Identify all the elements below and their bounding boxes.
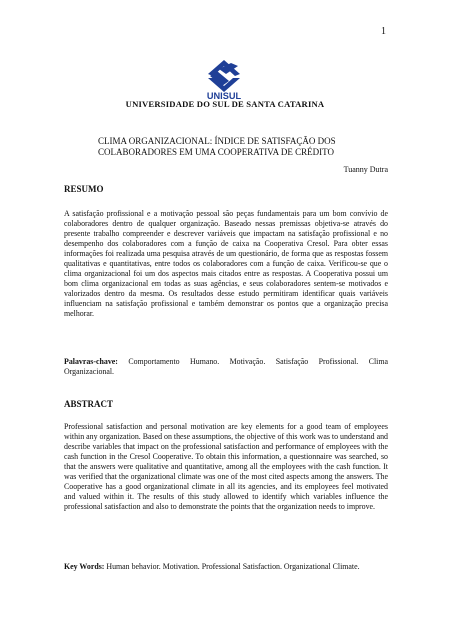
page-number: 1 xyxy=(381,26,386,37)
key-words xyxy=(64,562,388,572)
title-line-1: CLIMA ORGANIZACIONAL: ÍNDICE DE SATISFAÇÃO DOS xyxy=(98,136,336,146)
paper-title xyxy=(98,136,398,158)
palavras-chave-label: Palavras-chave: xyxy=(64,357,118,366)
university-name: UNIVERSIDADE DO SUL DE SANTA CATARINA xyxy=(125,99,325,109)
palavras-chave-text: Comportamento Humano. Motivação. Satisfação Profissional. Clima Organizacional. xyxy=(64,357,388,377)
svg-text:UNISUL: UNISUL xyxy=(206,91,242,100)
key-words-text: Human behavior. Motivation. Professional Satisfaction. Organizational Climate. xyxy=(106,562,360,571)
unisul-logo xyxy=(199,54,249,100)
resumo-text: A satisfação profissional e a motivação pessoal são peças fundamentais para um bom convívio de colaboradores dentro de qualquer organização. Baseado nessas premissas objetiva-se através do presente trabalho compreender e descrever variáveis que impactam na satisfação profissional e no desempenho dos colaboradores com a função de caixa na Cooperativa Cresol. Para obter essas informações foi realizada uma pesquisa através de um questionário, de forma que as respostas fossem qualitativas e quantitativas, entre todos os colaboradores com a função de caixa. Verificou-se que o clima organizacional foi um dos aspectos mais citados entre as respostas. A Cooperativa possui um bom clima organizacional em todas as suas agências, e seus colaboradores sentem-se motivados e valorizados dentro da mesma. Os resultados desse estudo permitiram identificar quais variáveis influenciam na satisfação profissional e também demonstrar os pontos que a organização precisa melhorar. xyxy=(64,209,388,319)
abstract-heading: ABSTRACT xyxy=(64,399,114,409)
resumo-heading: RESUMO xyxy=(64,184,104,194)
abstract-text: Professional satisfaction and personal motivation are key elements for a good team of employees within any organization. Based on these assumptions, the objective of this work was to understand and describe variables that impact on the professional satisfaction and performance of employees with the cash function in the Cresol Cooperative. To obtain this information, a questionnaire was searched, so that the answers were qualitative and quantitative, among all the employees with the cash function. It was verified that the organizational climate was one of the most cited aspects among the answers. The Cooperative has a good organizational climate in all its agencies, and its employees feel motivated and valued within it. The results of this study allowed to identify which variables influence the professional satisfaction and also to demonstrate the points that the organization needs to improve. xyxy=(64,422,388,512)
palavras-chave xyxy=(64,357,388,377)
title-line-2: COLABORADORES EM UMA COOPERATIVA DE CRÉDITO xyxy=(98,147,334,157)
author-name: Tuanny Dutra xyxy=(343,165,388,174)
key-words-label: Key Words: xyxy=(64,562,105,571)
